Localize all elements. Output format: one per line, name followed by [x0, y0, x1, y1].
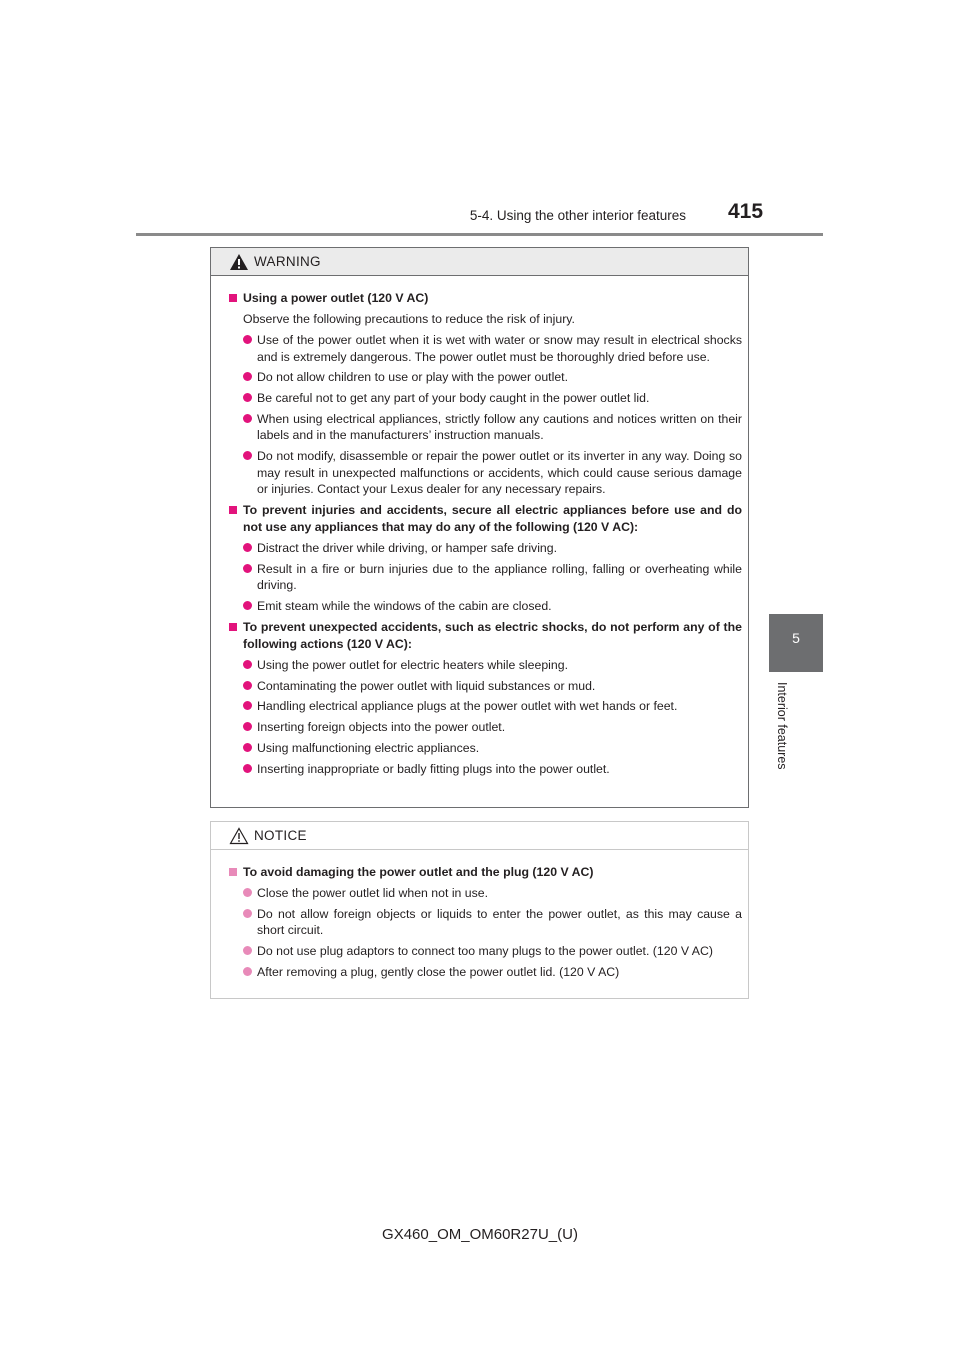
manual-code-footer: GX460_OM_OM60R27U_(U)	[382, 1226, 578, 1243]
list-item-text: Inserting inappropriate or badly fitting plugs into the power outlet.	[257, 761, 610, 776]
warning-section-title	[229, 619, 742, 653]
warning-section-title-text: Using a power outlet (120 V AC)	[243, 291, 429, 305]
list-item	[229, 678, 742, 695]
list-item	[229, 411, 742, 444]
list-item-text: Emit steam while the windows of the cabin are closed.	[257, 599, 552, 614]
list-item	[229, 719, 742, 736]
notice-section-title	[229, 864, 742, 881]
warning-box	[210, 247, 749, 808]
list-item	[229, 761, 742, 778]
square-bullet-icon	[229, 623, 237, 631]
round-bullet-icon	[243, 564, 252, 573]
list-item-text: Do not modify, disassemble or repair the power outlet or its inverter in any way. Doing so may result in unexpected malfunctions or accidents, which could cause serious damage or injuries. Contact your Lexus dealer for any necessary repairs.	[257, 449, 742, 497]
list-item-text: Contaminating the power outlet with liquid substances or mud.	[257, 678, 596, 693]
round-bullet-icon	[243, 372, 252, 381]
warning-label: WARNING	[254, 254, 321, 269]
list-item	[229, 390, 742, 407]
list-item	[229, 657, 742, 674]
list-item	[229, 598, 742, 615]
warning-section-title	[229, 502, 742, 536]
list-item	[229, 964, 742, 981]
square-bullet-icon	[229, 506, 237, 514]
warning-section-title	[229, 290, 742, 307]
list-item-text: Use of the power outlet when it is wet with water or snow may result in electrical shocks and is extremely dangerous. The power outlet must be thoroughly dried before use.	[257, 333, 742, 364]
round-bullet-icon	[243, 660, 252, 669]
list-item	[229, 740, 742, 757]
header-section-title: 5-4. Using the other interior features	[469, 208, 686, 223]
list-item-text: When using electrical appliances, strictly follow any cautions and notices written on their labels and in the manufacturers’ instruction manuals.	[257, 411, 742, 443]
list-item-text: Do not use plug adaptors to connect too many plugs to the power outlet. (120 V AC)	[257, 944, 713, 959]
list-item-text: Close the power outlet lid when not in use.	[257, 886, 489, 900]
list-item	[229, 698, 742, 715]
caution-triangle-icon	[229, 827, 249, 845]
chapter-title: Interior features	[775, 682, 789, 770]
square-bullet-icon	[229, 294, 237, 302]
page-number: 415	[728, 200, 764, 223]
notice-section-title-text: To avoid damaging the power outlet and the plug (120 V AC)	[243, 865, 594, 879]
round-bullet-icon	[243, 888, 252, 897]
list-item	[229, 906, 742, 939]
chapter-title-vertical	[771, 682, 791, 792]
list-item-text: Using malfunctioning electric appliances.	[257, 741, 480, 756]
chapter-tab	[769, 614, 823, 672]
list-item	[229, 561, 742, 594]
round-bullet-icon	[243, 909, 252, 918]
round-bullet-icon	[243, 681, 252, 690]
list-item	[229, 448, 742, 498]
list-item-text: Handling electrical appliance plugs at the power outlet with wet hands or feet.	[257, 699, 678, 714]
list-item-text: Do not allow foreign objects or liquids to enter the power outlet, as this may cause a short circuit.	[257, 906, 742, 938]
square-bullet-icon	[229, 868, 237, 876]
round-bullet-icon	[243, 414, 252, 423]
list-item-text: After removing a plug, gently close the power outlet lid. (120 V AC)	[257, 964, 620, 979]
round-bullet-icon	[243, 722, 252, 731]
warning-section-intro: Observe the following precautions to reduce the risk of injury.	[243, 312, 575, 326]
warning-section-title-text: To prevent injuries and accidents, secure all electric appliances before use and do not use any appliances that may do any of the following (120 V AC):	[243, 502, 742, 534]
list-item	[229, 540, 742, 557]
list-item	[229, 885, 742, 902]
round-bullet-icon	[243, 543, 252, 552]
notice-box	[210, 821, 749, 999]
list-item-text: Do not allow children to use or play with the power outlet.	[257, 370, 569, 385]
round-bullet-icon	[243, 601, 252, 610]
warning-header	[211, 248, 748, 276]
list-item	[229, 369, 742, 386]
list-item	[229, 332, 742, 365]
round-bullet-icon	[243, 393, 252, 402]
list-item-text: Be careful not to get any part of your body caught in the power outlet lid.	[257, 391, 650, 406]
round-bullet-icon	[243, 743, 252, 752]
round-bullet-icon	[243, 946, 252, 955]
round-bullet-icon	[243, 764, 252, 773]
list-item	[229, 943, 742, 960]
list-item-text: Using the power outlet for electric heaters while sleeping.	[257, 657, 569, 672]
round-bullet-icon	[243, 967, 252, 976]
list-item-text: Result in a fire or burn injuries due to the appliance rolling, falling or overheating while driving.	[257, 561, 742, 593]
list-item-text: Inserting foreign objects into the power outlet.	[257, 720, 506, 735]
warning-triangle-icon	[229, 253, 249, 271]
round-bullet-icon	[243, 701, 252, 710]
round-bullet-icon	[243, 335, 252, 344]
notice-label: NOTICE	[254, 828, 307, 843]
round-bullet-icon	[243, 451, 252, 460]
notice-body	[211, 850, 748, 980]
chapter-number: 5	[792, 630, 800, 646]
warning-section-title-text: To prevent unexpected accidents, such as electric shocks, do not perform any of the following actions (120 V AC):	[243, 619, 742, 651]
list-item-text: Distract the driver while driving, or hamper safe driving.	[257, 540, 558, 555]
header-rule	[136, 233, 823, 236]
notice-header	[211, 822, 748, 850]
warning-body	[211, 276, 748, 777]
